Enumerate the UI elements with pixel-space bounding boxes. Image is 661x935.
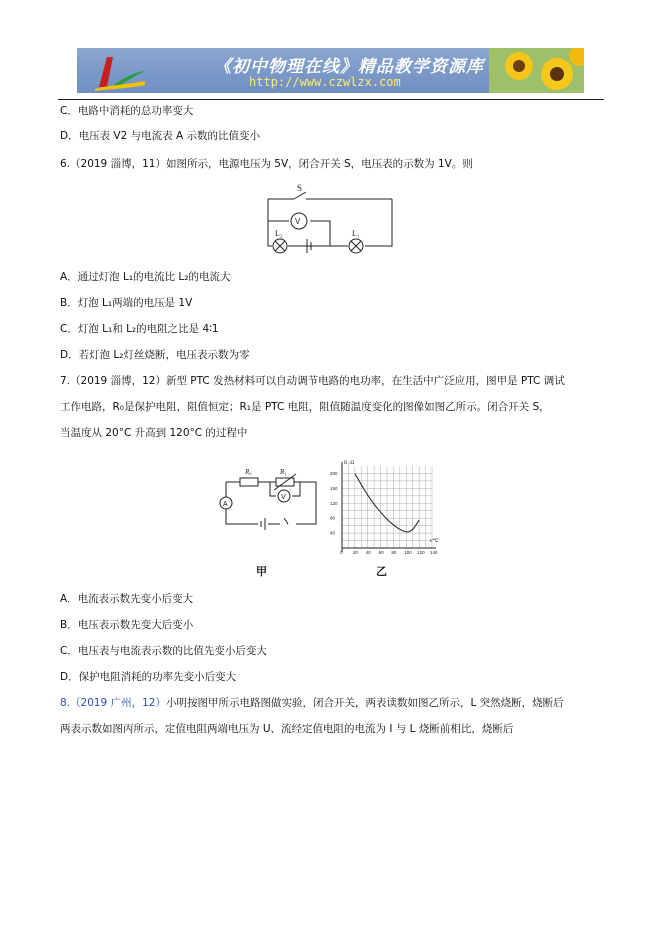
header-banner: [77, 48, 584, 93]
x-tick-label: 40: [365, 550, 371, 555]
y-tick-label: 120: [330, 500, 338, 506]
graph-xlabel: t/℃: [430, 539, 439, 544]
banner-title: 《初中物理在线》精品教学资源库: [214, 57, 484, 77]
q6-option-c: C．灯泡 L₁和 L₂的电阻之比是 4∶1: [60, 323, 219, 335]
option-d-previous: D．电压表 V2 与电流表 A 示数的比值变小: [60, 130, 260, 142]
q6-circuit-diagram: [262, 183, 398, 255]
y-tick-label: 80: [330, 515, 336, 521]
q8-source: 8.（2019 广州，12）: [60, 697, 166, 709]
figure-label-jia: 甲: [256, 565, 267, 578]
x-tick-label: 80: [391, 550, 397, 555]
fig7-voltmeter-label: V: [281, 494, 286, 501]
q7-circuit-diagram: [218, 462, 324, 532]
q6-option-a: A．通过灯泡 L₁的电流比 L₂的电流大: [60, 271, 231, 283]
q7-option-d: D．保护电阻消耗的功率先变小后变大: [60, 671, 237, 683]
q7-resistance-temperature-graph: [328, 456, 444, 558]
y-tick-label: 200: [330, 470, 338, 476]
q6-option-d: D．若灯泡 L₂灯丝烧断，电压表示数为零: [60, 349, 250, 361]
q7-option-a: A．电流表示数先变小后变大: [60, 593, 194, 605]
ammeter-label: A: [223, 501, 228, 508]
option-c-previous: C．电路中消耗的总功率变大: [60, 105, 194, 117]
question-8-stem-line2: 两表示数如图丙所示，定值电阻两端电压为 U、流经定值电阻的电流为 I 与 L 烧断前相比，烧断后: [60, 723, 514, 735]
r0-resistor-icon: [240, 478, 258, 486]
question-8-stem-line1: [60, 696, 564, 710]
y-tick-label: 160: [330, 485, 338, 491]
q7-option-c: C．电压表与电流表示数的比值先变小后变大: [60, 645, 267, 657]
l1-label: L₁: [352, 229, 360, 238]
question-7-stem-line2: 工作电路，R₀是保护电阻，阻值恒定；R₁是 PTC 电阻，阻值随温度变化的图像如图乙所示。闭合开关 S，: [60, 401, 550, 413]
x-tick-label: 140: [430, 550, 438, 555]
x-tick-label: 0: [340, 550, 343, 555]
q7-option-b: B．电压表示数先变大后变小: [60, 619, 194, 631]
y-tick-label: 40: [330, 530, 336, 536]
switch-label: S: [297, 183, 303, 193]
r0-label: R₀: [245, 468, 252, 476]
header-rule: [58, 99, 604, 100]
banner-url[interactable]: http://www.czwlzx.com: [249, 75, 401, 89]
figure-label-yi: 乙: [376, 565, 387, 578]
q6-option-b: B．灯泡 L₁两端的电压是 1V: [60, 297, 193, 309]
site-logo-icon: [85, 51, 155, 91]
question-7-stem-line1: 7.（2019 淄博，12）新型 PTC 发热材料可以自动调节电路的电功率，在生活中广泛应用，图甲是 PTC 调试: [60, 375, 565, 387]
question-6-stem: 6.（2019 淄博，11）如图所示，电源电压为 5V，闭合开关 S，电压表的示数为 1V。则: [60, 158, 473, 170]
x-tick-label: 60: [378, 550, 384, 555]
l2-label: L₂: [275, 229, 283, 238]
x-tick-label: 100: [404, 550, 412, 555]
q8-stem-text: 小明按图甲所示电路图做实验，闭合开关，两表读数如图乙所示，L 突然烧断，烧断后: [165, 697, 564, 709]
x-tick-label: 120: [417, 550, 425, 555]
graph-ylabel: R₁/Ω: [344, 461, 355, 466]
x-tick-label: 20: [352, 550, 358, 555]
voltmeter-label: V: [295, 217, 301, 226]
question-7-stem-line3: 当温度从 20°C 升高到 120°C 的过程中: [60, 427, 248, 439]
sunflower-decoration-icon: [489, 48, 584, 93]
r1-label: R₁: [280, 468, 287, 476]
